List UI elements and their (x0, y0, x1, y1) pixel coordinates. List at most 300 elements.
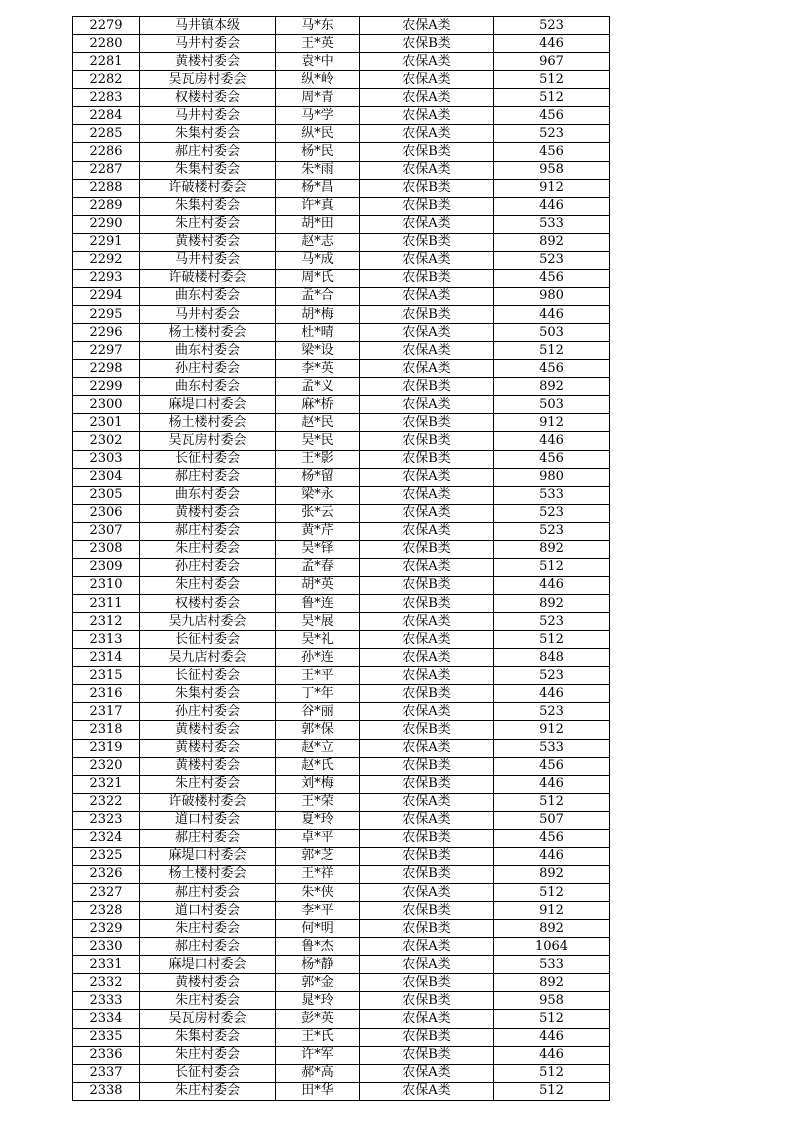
table-row (73, 956, 610, 974)
row-number-cell: 2336 (73, 1046, 140, 1064)
category-cell: 农保B类 (360, 35, 494, 53)
row-number-cell: 2319 (73, 739, 140, 757)
category-cell: 农保A类 (360, 811, 494, 829)
row-number-cell: 2327 (73, 884, 140, 902)
name-cell: 李*平 (276, 902, 360, 920)
row-number-cell: 2321 (73, 775, 140, 793)
village-cell: 许破楼村委会 (140, 269, 276, 287)
category-cell: 农保A类 (360, 703, 494, 721)
row-number-cell: 2330 (73, 938, 140, 956)
amount-cell: 523 (494, 251, 610, 269)
amount-cell: 892 (494, 540, 610, 558)
category-cell: 农保A类 (360, 17, 494, 35)
village-cell: 马井镇本级 (140, 17, 276, 35)
table-row (73, 486, 610, 504)
village-cell: 黄楼村委会 (140, 721, 276, 739)
category-cell: 农保B类 (360, 432, 494, 450)
amount-cell: 523 (494, 703, 610, 721)
amount-cell: 523 (494, 125, 610, 143)
amount-cell: 912 (494, 414, 610, 432)
row-number-cell: 2288 (73, 179, 140, 197)
table-row (73, 576, 610, 594)
name-cell: 赵*志 (276, 233, 360, 251)
category-cell: 农保A类 (360, 342, 494, 360)
amount-cell: 892 (494, 378, 610, 396)
name-cell: 马*学 (276, 107, 360, 125)
amount-cell: 980 (494, 287, 610, 305)
name-cell: 袁*中 (276, 53, 360, 71)
village-cell: 郝庄村委会 (140, 884, 276, 902)
amount-cell: 456 (494, 107, 610, 125)
category-cell: 农保A类 (360, 1064, 494, 1082)
row-number-cell: 2338 (73, 1082, 140, 1100)
row-number-cell: 2287 (73, 161, 140, 179)
category-cell: 农保A类 (360, 558, 494, 576)
village-cell: 黄楼村委会 (140, 233, 276, 251)
category-cell: 农保A类 (360, 71, 494, 89)
village-cell: 朱庄村委会 (140, 215, 276, 233)
village-cell: 杨土楼村委会 (140, 324, 276, 342)
village-cell: 郝庄村委会 (140, 468, 276, 486)
category-cell: 农保B类 (360, 414, 494, 432)
row-number-cell: 2281 (73, 53, 140, 71)
row-number-cell: 2312 (73, 613, 140, 631)
amount-cell: 912 (494, 902, 610, 920)
category-cell: 农保A类 (360, 89, 494, 107)
row-number-cell: 2325 (73, 847, 140, 865)
name-cell: 纵*民 (276, 125, 360, 143)
village-cell: 孙庄村委会 (140, 558, 276, 576)
category-cell: 农保B类 (360, 378, 494, 396)
village-cell: 杨土楼村委会 (140, 865, 276, 883)
table-row (73, 847, 610, 865)
category-cell: 农保B类 (360, 450, 494, 468)
name-cell: 杨*静 (276, 956, 360, 974)
category-cell: 农保B类 (360, 865, 494, 883)
village-cell: 吴瓦房村委会 (140, 432, 276, 450)
amount-cell: 980 (494, 468, 610, 486)
category-cell: 农保A类 (360, 649, 494, 667)
amount-cell: 446 (494, 306, 610, 324)
village-cell: 吴九店村委会 (140, 649, 276, 667)
table-row (73, 1064, 610, 1082)
table-row (73, 504, 610, 522)
row-number-cell: 2311 (73, 595, 140, 613)
category-cell: 农保A类 (360, 287, 494, 305)
amount-cell: 912 (494, 179, 610, 197)
row-number-cell: 2293 (73, 269, 140, 287)
table-row (73, 53, 610, 71)
village-cell: 黄楼村委会 (140, 53, 276, 71)
row-number-cell: 2305 (73, 486, 140, 504)
row-number-cell: 2280 (73, 35, 140, 53)
name-cell: 梁*永 (276, 486, 360, 504)
row-number-cell: 2299 (73, 378, 140, 396)
name-cell: 朱*侠 (276, 884, 360, 902)
category-cell: 农保B类 (360, 233, 494, 251)
table-row (73, 107, 610, 125)
row-number-cell: 2283 (73, 89, 140, 107)
name-cell: 马*成 (276, 251, 360, 269)
category-cell: 农保A类 (360, 251, 494, 269)
name-cell: 赵*民 (276, 414, 360, 432)
category-cell: 农保B类 (360, 757, 494, 775)
name-cell: 孟*义 (276, 378, 360, 396)
row-number-cell: 2295 (73, 306, 140, 324)
row-number-cell: 2309 (73, 558, 140, 576)
name-cell: 丁*年 (276, 685, 360, 703)
name-cell: 周*青 (276, 89, 360, 107)
amount-cell: 456 (494, 757, 610, 775)
amount-cell: 958 (494, 992, 610, 1010)
row-number-cell: 2335 (73, 1028, 140, 1046)
amount-cell: 512 (494, 89, 610, 107)
table-row (73, 35, 610, 53)
village-cell: 郝庄村委会 (140, 143, 276, 161)
row-number-cell: 2286 (73, 143, 140, 161)
village-cell: 朱集村委会 (140, 1028, 276, 1046)
table-row (73, 793, 610, 811)
row-number-cell: 2301 (73, 414, 140, 432)
table-row (73, 1010, 610, 1028)
category-cell: 农保A类 (360, 125, 494, 143)
table-row (73, 143, 610, 161)
category-cell: 农保B类 (360, 595, 494, 613)
amount-cell: 507 (494, 811, 610, 829)
name-cell: 王*影 (276, 450, 360, 468)
table-row (73, 414, 610, 432)
table-row (73, 829, 610, 847)
table-row (73, 992, 610, 1010)
village-cell: 曲东村委会 (140, 486, 276, 504)
row-number-cell: 2298 (73, 360, 140, 378)
category-cell: 农保A类 (360, 215, 494, 233)
amount-cell: 892 (494, 595, 610, 613)
amount-cell: 446 (494, 847, 610, 865)
amount-cell: 892 (494, 974, 610, 992)
amount-cell: 533 (494, 215, 610, 233)
amount-cell: 512 (494, 793, 610, 811)
category-cell: 农保A类 (360, 468, 494, 486)
table-row (73, 89, 610, 107)
category-cell: 农保B类 (360, 829, 494, 847)
row-number-cell: 2326 (73, 865, 140, 883)
village-cell: 黄楼村委会 (140, 739, 276, 757)
table-row (73, 595, 610, 613)
village-cell: 许破楼村委会 (140, 793, 276, 811)
village-cell: 黄楼村委会 (140, 974, 276, 992)
amount-cell: 512 (494, 71, 610, 89)
table-row (73, 378, 610, 396)
category-cell: 农保B类 (360, 685, 494, 703)
name-cell: 郭*金 (276, 974, 360, 992)
village-cell: 朱集村委会 (140, 685, 276, 703)
category-cell: 农保A类 (360, 504, 494, 522)
village-cell: 郝庄村委会 (140, 938, 276, 956)
table-row (73, 71, 610, 89)
table-row (73, 396, 610, 414)
table-row (73, 287, 610, 305)
village-cell: 吴九店村委会 (140, 613, 276, 631)
amount-cell: 446 (494, 35, 610, 53)
row-number-cell: 2323 (73, 811, 140, 829)
village-cell: 郝庄村委会 (140, 829, 276, 847)
table-row (73, 613, 610, 631)
row-number-cell: 2279 (73, 17, 140, 35)
name-cell: 晁*玲 (276, 992, 360, 1010)
row-number-cell: 2285 (73, 125, 140, 143)
category-cell: 农保A类 (360, 884, 494, 902)
name-cell: 孙*连 (276, 649, 360, 667)
category-cell: 农保B类 (360, 721, 494, 739)
village-cell: 孙庄村委会 (140, 703, 276, 721)
table-row (73, 1046, 610, 1064)
row-number-cell: 2314 (73, 649, 140, 667)
amount-cell: 523 (494, 17, 610, 35)
name-cell: 夏*玲 (276, 811, 360, 829)
name-cell: 许*真 (276, 197, 360, 215)
category-cell: 农保B类 (360, 143, 494, 161)
category-cell: 农保B类 (360, 306, 494, 324)
village-cell: 麻堤口村委会 (140, 956, 276, 974)
name-cell: 王*氏 (276, 1028, 360, 1046)
village-cell: 朱集村委会 (140, 161, 276, 179)
table-row (73, 251, 610, 269)
category-cell: 农保B类 (360, 540, 494, 558)
amount-cell: 446 (494, 197, 610, 215)
name-cell: 何*明 (276, 920, 360, 938)
village-cell: 许破楼村委会 (140, 179, 276, 197)
amount-cell: 892 (494, 865, 610, 883)
village-cell: 朱庄村委会 (140, 992, 276, 1010)
name-cell: 谷*丽 (276, 703, 360, 721)
table-row (73, 233, 610, 251)
amount-cell: 892 (494, 920, 610, 938)
row-number-cell: 2310 (73, 576, 140, 594)
name-cell: 张*云 (276, 504, 360, 522)
table-row (73, 306, 610, 324)
category-cell: 农保B类 (360, 1028, 494, 1046)
name-cell: 许*军 (276, 1046, 360, 1064)
category-cell: 农保A类 (360, 1082, 494, 1100)
name-cell: 黄*芹 (276, 522, 360, 540)
name-cell: 李*英 (276, 360, 360, 378)
row-number-cell: 2284 (73, 107, 140, 125)
row-number-cell: 2329 (73, 920, 140, 938)
name-cell: 梁*设 (276, 342, 360, 360)
table-row (73, 938, 610, 956)
category-cell: 农保B类 (360, 179, 494, 197)
category-cell: 农保A类 (360, 1010, 494, 1028)
category-cell: 农保B类 (360, 197, 494, 215)
table-row (73, 161, 610, 179)
village-cell: 曲东村委会 (140, 287, 276, 305)
row-number-cell: 2282 (73, 71, 140, 89)
row-number-cell: 2300 (73, 396, 140, 414)
village-cell: 曲东村委会 (140, 378, 276, 396)
village-cell: 麻堤口村委会 (140, 396, 276, 414)
row-number-cell: 2322 (73, 793, 140, 811)
amount-cell: 523 (494, 667, 610, 685)
amount-cell: 512 (494, 884, 610, 902)
table-row (73, 1028, 610, 1046)
table-row (73, 468, 610, 486)
category-cell: 农保B类 (360, 576, 494, 594)
name-cell: 纵*岭 (276, 71, 360, 89)
village-cell: 黄楼村委会 (140, 504, 276, 522)
amount-cell: 456 (494, 360, 610, 378)
table-row (73, 757, 610, 775)
category-cell: 农保A类 (360, 631, 494, 649)
table-row (73, 811, 610, 829)
table-row (73, 360, 610, 378)
row-number-cell: 2306 (73, 504, 140, 522)
table-row (73, 269, 610, 287)
village-cell: 朱集村委会 (140, 197, 276, 215)
name-cell: 卓*平 (276, 829, 360, 847)
table-row (73, 215, 610, 233)
table-row (73, 631, 610, 649)
name-cell: 郭*保 (276, 721, 360, 739)
name-cell: 鲁*连 (276, 595, 360, 613)
village-cell: 权楼村委会 (140, 89, 276, 107)
row-number-cell: 2324 (73, 829, 140, 847)
row-number-cell: 2316 (73, 685, 140, 703)
category-cell: 农保A类 (360, 938, 494, 956)
amount-cell: 512 (494, 558, 610, 576)
village-cell: 曲东村委会 (140, 342, 276, 360)
amount-cell: 848 (494, 649, 610, 667)
table-row (73, 865, 610, 883)
name-cell: 郭*芝 (276, 847, 360, 865)
name-cell: 鲁*杰 (276, 938, 360, 956)
amount-cell: 958 (494, 161, 610, 179)
row-number-cell: 2334 (73, 1010, 140, 1028)
category-cell: 农保A类 (360, 486, 494, 504)
name-cell: 杨*留 (276, 468, 360, 486)
amount-cell: 446 (494, 685, 610, 703)
name-cell: 吴*展 (276, 613, 360, 631)
amount-cell: 503 (494, 396, 610, 414)
name-cell: 吴*民 (276, 432, 360, 450)
village-cell: 朱庄村委会 (140, 1046, 276, 1064)
category-cell: 农保B类 (360, 1046, 494, 1064)
row-number-cell: 2317 (73, 703, 140, 721)
row-number-cell: 2297 (73, 342, 140, 360)
village-cell: 朱庄村委会 (140, 775, 276, 793)
row-number-cell: 2333 (73, 992, 140, 1010)
name-cell: 杜*晴 (276, 324, 360, 342)
category-cell: 农保A类 (360, 613, 494, 631)
category-cell: 农保A类 (360, 522, 494, 540)
amount-cell: 892 (494, 233, 610, 251)
name-cell: 王*荣 (276, 793, 360, 811)
village-cell: 朱庄村委会 (140, 920, 276, 938)
table-row (73, 558, 610, 576)
category-cell: 农保A类 (360, 324, 494, 342)
name-cell: 杨*昌 (276, 179, 360, 197)
amount-cell: 512 (494, 1064, 610, 1082)
row-number-cell: 2332 (73, 974, 140, 992)
table-row (73, 974, 610, 992)
amount-cell: 523 (494, 522, 610, 540)
table-row (73, 125, 610, 143)
table-row (73, 197, 610, 215)
amount-cell: 1064 (494, 938, 610, 956)
amount-cell: 512 (494, 1082, 610, 1100)
row-number-cell: 2337 (73, 1064, 140, 1082)
category-cell: 农保A类 (360, 956, 494, 974)
name-cell: 麻*桥 (276, 396, 360, 414)
category-cell: 农保B类 (360, 775, 494, 793)
row-number-cell: 2304 (73, 468, 140, 486)
village-cell: 马井村委会 (140, 107, 276, 125)
amount-cell: 512 (494, 631, 610, 649)
name-cell: 朱*雨 (276, 161, 360, 179)
village-cell: 吴瓦房村委会 (140, 71, 276, 89)
village-cell: 马井村委会 (140, 251, 276, 269)
table-row (73, 342, 610, 360)
amount-cell: 967 (494, 53, 610, 71)
table-row (73, 179, 610, 197)
table-row (73, 450, 610, 468)
category-cell: 农保A类 (360, 53, 494, 71)
name-cell: 赵*立 (276, 739, 360, 757)
name-cell: 胡*田 (276, 215, 360, 233)
row-number-cell: 2289 (73, 197, 140, 215)
amount-cell: 523 (494, 613, 610, 631)
table-row (73, 1082, 610, 1100)
row-number-cell: 2294 (73, 287, 140, 305)
table-row (73, 432, 610, 450)
row-number-cell: 2302 (73, 432, 140, 450)
table-row (73, 775, 610, 793)
village-cell: 长征村委会 (140, 1064, 276, 1082)
category-cell: 农保B类 (360, 847, 494, 865)
amount-cell: 533 (494, 739, 610, 757)
village-cell: 麻堤口村委会 (140, 847, 276, 865)
amount-cell: 533 (494, 486, 610, 504)
name-cell: 郝*高 (276, 1064, 360, 1082)
category-cell: 农保B类 (360, 992, 494, 1010)
amount-cell: 446 (494, 1028, 610, 1046)
name-cell: 胡*英 (276, 576, 360, 594)
village-cell: 马井村委会 (140, 35, 276, 53)
row-number-cell: 2296 (73, 324, 140, 342)
name-cell: 田*华 (276, 1082, 360, 1100)
table-row (73, 739, 610, 757)
amount-cell: 456 (494, 269, 610, 287)
table-row (73, 540, 610, 558)
table-row (73, 685, 610, 703)
category-cell: 农保B类 (360, 269, 494, 287)
row-number-cell: 2307 (73, 522, 140, 540)
name-cell: 杨*民 (276, 143, 360, 161)
village-cell: 吴瓦房村委会 (140, 1010, 276, 1028)
category-cell: 农保A类 (360, 107, 494, 125)
name-cell: 王*平 (276, 667, 360, 685)
name-cell: 孟*合 (276, 287, 360, 305)
village-cell: 朱庄村委会 (140, 540, 276, 558)
row-number-cell: 2291 (73, 233, 140, 251)
amount-cell: 446 (494, 1046, 610, 1064)
row-number-cell: 2315 (73, 667, 140, 685)
category-cell: 农保A类 (360, 396, 494, 414)
row-number-cell: 2292 (73, 251, 140, 269)
name-cell: 王*祥 (276, 865, 360, 883)
amount-cell: 523 (494, 504, 610, 522)
row-number-cell: 2328 (73, 902, 140, 920)
